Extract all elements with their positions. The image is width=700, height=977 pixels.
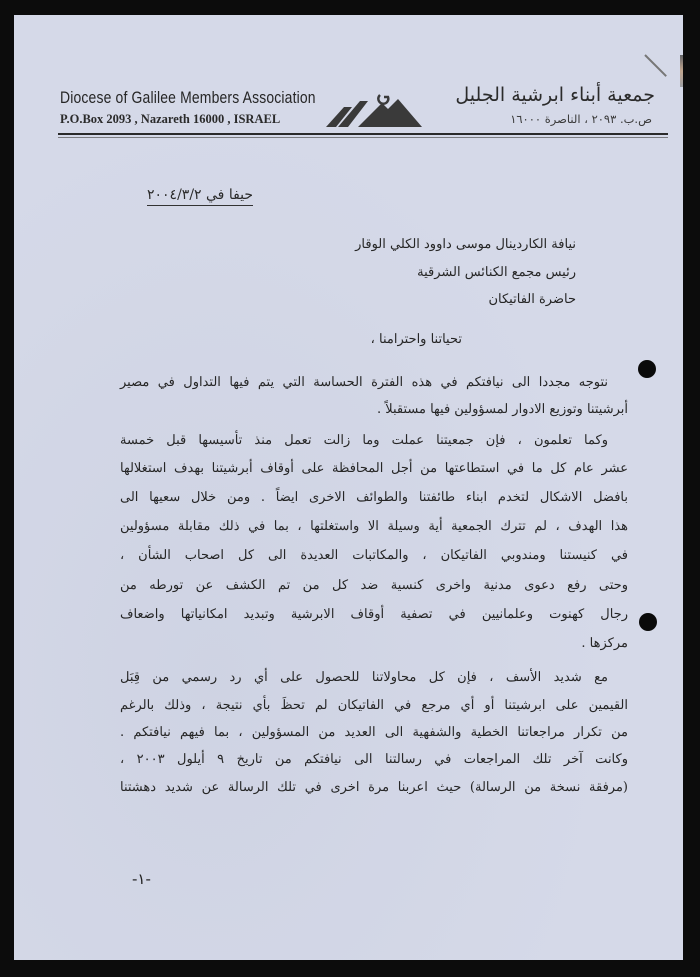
recipient-line: حاضرة الفاتيكان bbox=[488, 292, 576, 307]
letter-page bbox=[14, 15, 683, 960]
greeting: تحياتنا واحترامنا ، bbox=[370, 332, 462, 347]
handwritten-mark bbox=[680, 55, 683, 87]
body-line: (مرفقة نسخة من الرسالة) حيث اعربنا مرة اخرى في تلك الرسالة عن شديد دهشتنا bbox=[120, 780, 628, 795]
punch-hole-bottom bbox=[639, 613, 657, 631]
body-line: وكانت آخر تلك المراجعات في رسالتنا الى نيافتكم من تاريخ ٩ أيلول ٢٠٠٣ ، bbox=[120, 752, 628, 767]
letterhead-divider bbox=[58, 133, 668, 135]
pen-mark bbox=[644, 54, 667, 77]
body-line: القيمين على ابرشيتنا أو أي مرجع في الفاتيكان لم تحظَ بأي نتيجة ، وذلك بالرغم bbox=[120, 698, 628, 713]
body-line: في كنيستنا ومندوبي الفاتيكان ، والمكاتبات العديدة الى كل اصحاب الشأن ، bbox=[120, 548, 628, 563]
body-line: مع شديد الأسف ، فإن كل محاولاتنا للحصول على أي رد رسمي من قِبَل bbox=[120, 670, 608, 685]
body-line: مركزها . bbox=[581, 636, 628, 651]
org-name-english: Diocese of Galilee Members Association bbox=[60, 88, 316, 107]
body-line: من تكرار مراجعاتنا الخطية والشفهية الى العديد من المسؤولين ، بما فيهم نيافتكم . bbox=[120, 725, 628, 740]
body-line: نتوجه مجددا الى نيافتكم في هذه الفترة الحساسة التي يتم فيها التداول في مصير bbox=[120, 375, 608, 390]
address-arabic: ص.ب. ٢٠٩٣ ، الناصرة ١٦٠٠٠ bbox=[510, 112, 652, 126]
body-line: رجال كهنوت وعلمانيين في تصفية أوقاف الابرشية وتبديد امكانياتها واضعاف bbox=[120, 607, 628, 622]
recipient-line: رئيس مجمع الكنائس الشرقية bbox=[417, 265, 576, 280]
date-line: حيفا في ٢٠٠٤/٣/٢ bbox=[147, 187, 253, 206]
body-line: وكما تعلمون ، فإن جمعيتنا عملت وما زالت تعمل منذ تأسيسها قبل خمسة bbox=[120, 433, 608, 448]
body-line: أبرشيتنا وتوزيع الادوار لمسؤولين فيها مستقبلاً . bbox=[376, 402, 628, 417]
punch-hole-top bbox=[638, 360, 656, 378]
body-line: هذا الهدف ، لم تترك الجمعية أية وسيلة الا واستغلتها ، بما في ذلك مقابلة مسؤولين bbox=[120, 519, 628, 534]
org-name-arabic: جمعية أبناء ابرشية الجليل bbox=[455, 84, 655, 106]
mountain-logo-icon bbox=[324, 89, 424, 129]
letterhead-divider-thin bbox=[58, 137, 668, 138]
recipient-line: نيافة الكاردينال موسى داوود الكلي الوقار bbox=[355, 237, 576, 252]
page-number: -١- bbox=[132, 870, 151, 888]
body-line: بافضل الاشكال لتخدم ابناء طائفتنا والطوائف الاخرى ايضاً . ومن خلال سعيها الى bbox=[120, 490, 628, 505]
address-english: P.O.Box 2093 , Nazareth 16000 , ISRAEL bbox=[60, 112, 281, 126]
body-line: عشر عام كل ما في استطاعتها من أجل المحافظة على أوقاف أبرشيتنا بهدف استغلالها bbox=[120, 461, 628, 476]
body-line: وحتى رفع دعوى مدنية واخرى كنسية ضد كل من تم الكشف عن تورطه من bbox=[120, 578, 628, 593]
